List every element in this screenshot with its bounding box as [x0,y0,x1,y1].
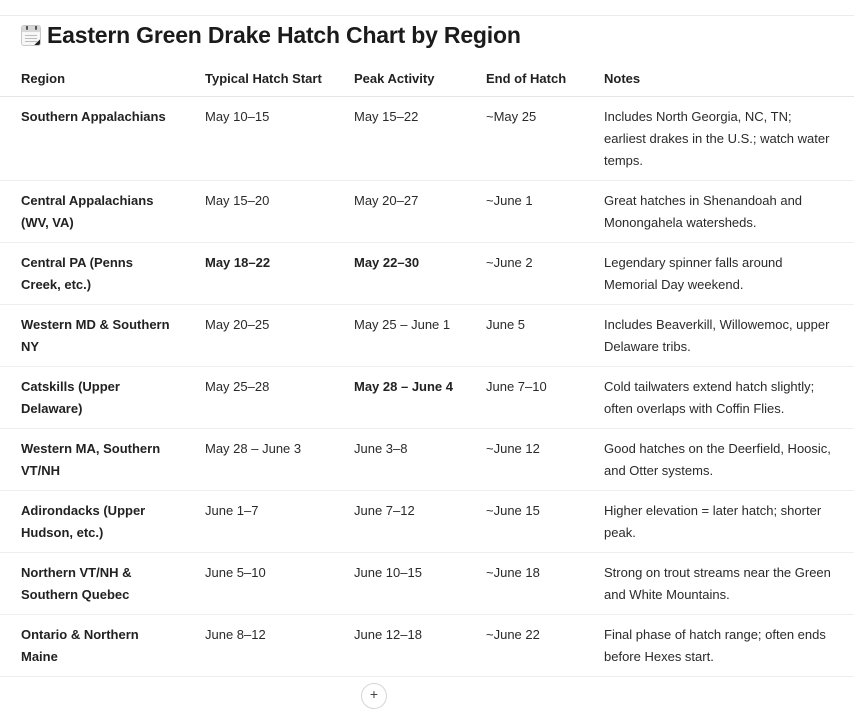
peak-activity-cell: June 7–12 [333,491,465,553]
page-title: Eastern Green Drake Hatch Chart by Region [47,22,521,48]
title-row [21,21,521,49]
notes-cell: Includes North Georgia, NC, TN; earliest drakes in the U.S.; watch water temps. [583,97,854,181]
end-of-hatch-cell: ~June 18 [465,553,583,615]
notes-cell: Strong on trout streams near the Green and White Mountains. [583,553,854,615]
calendar-icon [21,25,41,46]
table-body [0,97,854,677]
region-cell: Adirondacks (Upper Hudson, etc.) [0,491,184,553]
hatch-start-cell: May 25–28 [184,367,333,429]
peak-activity-cell: June 12–18 [333,615,465,677]
hatch-start-cell: May 18–22 [184,243,333,305]
column-header-end-of-hatch: End of Hatch [465,62,583,97]
region-cell: Western MA, Southern VT/NH [0,429,184,491]
notes-cell: Final phase of hatch range; often ends before Hexes start. [583,615,854,677]
notes-cell: Good hatches on the Deerfield, Hoosic, and Otter systems. [583,429,854,491]
region-cell: Central PA (Penns Creek, etc.) [0,243,184,305]
peak-activity-cell: May 25 – June 1 [333,305,465,367]
notes-cell: Cold tailwaters extend hatch slightly; often overlaps with Coffin Flies. [583,367,854,429]
end-of-hatch-cell: ~May 25 [465,97,583,181]
top-divider [0,15,854,16]
hatch-start-cell: May 20–25 [184,305,333,367]
end-of-hatch-cell: ~June 22 [465,615,583,677]
hatch-start-cell: May 15–20 [184,181,333,243]
table-row [0,553,854,615]
hatch-start-cell: May 10–15 [184,97,333,181]
region-cell: Central Appalachians (WV, VA) [0,181,184,243]
hatch-start-cell: June 5–10 [184,553,333,615]
table-row [0,181,854,243]
table-row [0,615,854,677]
table-row [0,367,854,429]
notes-cell: Great hatches in Shenandoah and Monongahela watersheds. [583,181,854,243]
table-row [0,491,854,553]
peak-activity-cell: May 15–22 [333,97,465,181]
region-cell: Catskills (Upper Delaware) [0,367,184,429]
region-cell: Western MD & Southern NY [0,305,184,367]
hatch-start-cell: May 28 – June 3 [184,429,333,491]
hatch-start-cell: June 1–7 [184,491,333,553]
column-header-hatch-start: Typical Hatch Start [184,62,333,97]
region-cell: Ontario & Northern Maine [0,615,184,677]
table-row [0,429,854,491]
end-of-hatch-cell: ~June 1 [465,181,583,243]
table-row [0,243,854,305]
peak-activity-cell: May 22–30 [333,243,465,305]
region-cell: Northern VT/NH & Southern Quebec [0,553,184,615]
hatch-start-cell: June 8–12 [184,615,333,677]
plus-icon[interactable]: + [361,683,387,709]
column-header-notes: Notes [583,62,854,97]
end-of-hatch-cell: ~June 12 [465,429,583,491]
column-header-peak-activity: Peak Activity [333,62,465,97]
peak-activity-cell: May 20–27 [333,181,465,243]
notes-cell: Higher elevation = later hatch; shorter peak. [583,491,854,553]
end-of-hatch-cell: ~June 2 [465,243,583,305]
peak-activity-cell: May 28 – June 4 [333,367,465,429]
hatch-chart-table [0,62,854,677]
column-header-region: Region [0,62,184,97]
end-of-hatch-cell: June 5 [465,305,583,367]
region-cell: Southern Appalachians [0,97,184,181]
table-row [0,97,854,181]
end-of-hatch-cell: June 7–10 [465,367,583,429]
notes-cell: Includes Beaverkill, Willowemoc, upper Delaware tribs. [583,305,854,367]
table-header-row [0,62,854,97]
end-of-hatch-cell: ~June 15 [465,491,583,553]
peak-activity-cell: June 10–15 [333,553,465,615]
table-row [0,305,854,367]
notes-cell: Legendary spinner falls around Memorial Day weekend. [583,243,854,305]
peak-activity-cell: June 3–8 [333,429,465,491]
